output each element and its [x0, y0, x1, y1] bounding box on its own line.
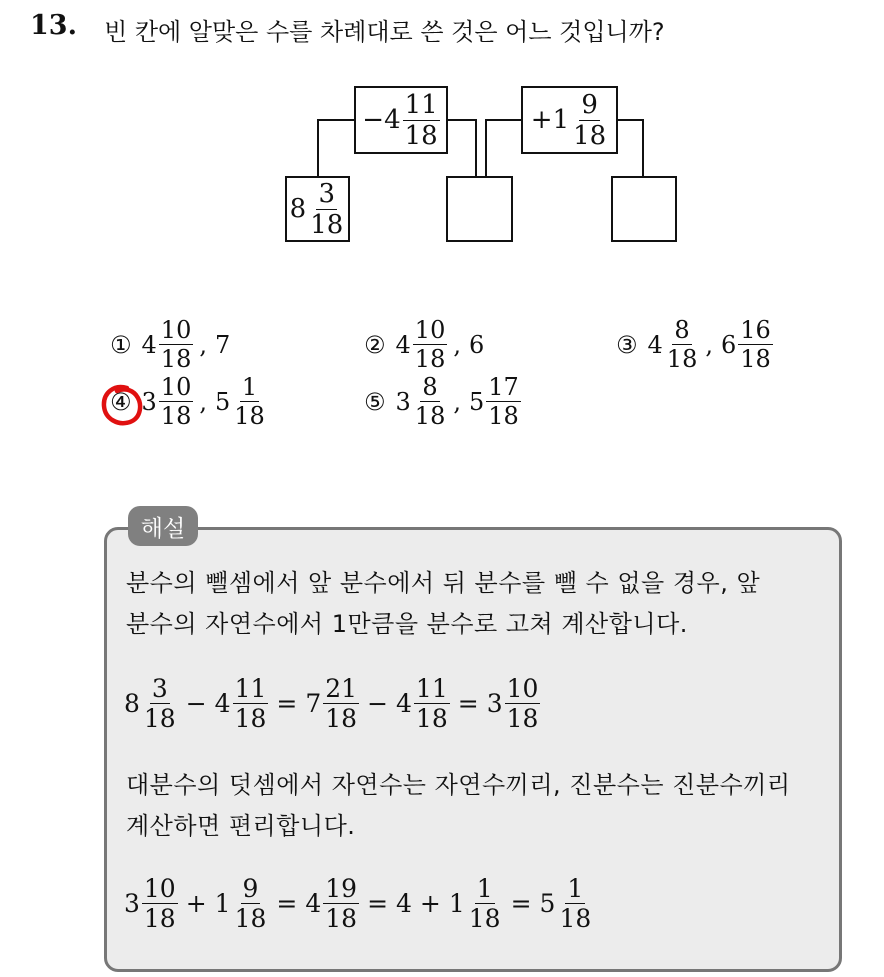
explanation-tag: 해설: [128, 506, 198, 546]
eq2-equals-1: =: [276, 889, 298, 918]
eq1-t4-numerator: 11: [415, 674, 448, 703]
equation-subtraction: [124, 676, 540, 731]
choice-3-marker: ③: [616, 330, 638, 359]
choice-2-marker: ②: [364, 330, 386, 359]
eq2-t2-denominator: 18: [234, 904, 267, 933]
start-numerator: 3: [318, 178, 336, 209]
explanation-para1-line1: 분수의 뺄셈에서 앞 분수에서 뒤 분수를 뺄 수 없을 경우, 앞: [126, 569, 761, 597]
choice-5-separator: ,: [453, 387, 461, 416]
choice-2-a-numerator: 10: [414, 316, 446, 344]
eq2-t1-numerator: 10: [143, 874, 176, 903]
eq2-t4: 4: [396, 889, 412, 918]
choice-4-b-whole: 5: [214, 387, 231, 416]
eq2-plus-1: +: [185, 889, 207, 918]
op1-numerator: 11: [404, 89, 438, 120]
eq2-t6-whole: 5: [539, 889, 556, 918]
op1-denominator: 18: [404, 120, 438, 151]
eq2-t1-whole: 3: [124, 889, 140, 918]
start-value-box: [285, 176, 350, 242]
choice-4-marker: ④: [110, 387, 132, 416]
start-whole: 8: [289, 194, 307, 224]
choice-5-b-numerator: 17: [488, 373, 519, 401]
eq2-equals-3: =: [510, 889, 532, 918]
operation-box-subtract: [354, 86, 448, 154]
eq1-t3-numerator: 21: [325, 674, 358, 703]
answer-circle-mark: [96, 380, 152, 430]
blank-box-1: [446, 176, 513, 242]
eq1-t1-numerator: 3: [151, 674, 168, 703]
choice-5-a-denominator: 18: [414, 402, 446, 430]
eq1-t5-numerator: 10: [506, 674, 539, 703]
op2-numerator: 9: [581, 89, 598, 120]
eq1-equals-2: =: [457, 689, 479, 718]
explanation-para2-line1: 대분수의 덧셈에서 자연수는 자연수끼리, 진분수는 진분수끼리: [126, 771, 791, 799]
question-number: 13.: [30, 10, 77, 41]
choice-5-b-denominator: 18: [488, 402, 519, 430]
choice-4-b-denominator: 18: [234, 402, 265, 430]
op1-mixed-number: [384, 89, 440, 151]
eq1-t1-whole: 8: [124, 689, 140, 718]
choice-2-a-whole: 4: [395, 330, 411, 359]
choice-4-a-numerator: 10: [160, 373, 192, 401]
choice-1-a-denominator: 18: [160, 345, 192, 373]
choice-3-b-numerator: 16: [740, 316, 771, 344]
start-denominator: 18: [310, 209, 344, 240]
op1-sign: −: [362, 105, 385, 135]
choice-3-separator: ,: [705, 330, 713, 359]
op2-mixed-number: [552, 89, 609, 151]
eq2-t5-denominator: 18: [468, 904, 501, 933]
choice-2-separator: ,: [453, 330, 461, 359]
eq2-equals-2: =: [367, 889, 389, 918]
choice-3-b-denominator: 18: [740, 345, 771, 373]
connector-blank1-to-op2: [486, 120, 522, 178]
explanation-para1-line2: 분수의 자연수에서 1만큼을 분수로 고쳐 계산합니다.: [126, 610, 688, 638]
choice-3-a-denominator: 18: [666, 345, 698, 373]
eq1-equals-1: =: [276, 689, 298, 718]
choice-3-a-whole: 4: [647, 330, 663, 359]
choice-3-b-whole: 6: [720, 330, 737, 359]
connector-op2-to-blank2: [616, 120, 643, 178]
explanation-para2-line2: 계산하면 편리합니다.: [126, 812, 356, 840]
eq2-t5-whole: 1: [448, 889, 465, 918]
choice-4-separator: ,: [199, 387, 207, 416]
choice-2-b-whole: 6: [468, 330, 485, 359]
choice-1-b-whole: 7: [214, 330, 231, 359]
eq2-t3-whole: 4: [305, 889, 322, 918]
connector-op1-to-blank1: [446, 120, 476, 178]
choice-5-marker: ⑤: [364, 387, 386, 416]
operation-box-add: [521, 86, 618, 154]
blank-box-2: [611, 176, 677, 242]
question-text: 빈 칸에 알맞은 수를 차례대로 쓴 것은 어느 것입니까?: [104, 18, 665, 46]
choice-4-b-numerator: 1: [241, 373, 258, 401]
eq2-t5-numerator: 1: [476, 874, 493, 903]
choice-1-a-numerator: 10: [160, 316, 192, 344]
choice-2[interactable]: [364, 318, 484, 371]
choice-5[interactable]: [364, 375, 521, 428]
op2-sign: +: [530, 105, 553, 135]
choice-4-a-whole: 3: [141, 387, 157, 416]
connector-start-to-op1: [318, 120, 356, 178]
op2-whole: 1: [552, 105, 570, 135]
eq1-t3-whole: 7: [305, 689, 322, 718]
eq2-t1-denominator: 18: [143, 904, 176, 933]
eq1-t2-denominator: 18: [234, 704, 267, 733]
eq2-t2-whole: 1: [214, 889, 231, 918]
choice-1-a-whole: 4: [141, 330, 157, 359]
choice-3-a-numerator: 8: [674, 316, 690, 344]
choice-5-b-whole: 5: [468, 387, 485, 416]
choice-4-a-denominator: 18: [160, 402, 192, 430]
eq1-t4-denominator: 18: [415, 704, 448, 733]
eq2-t3-denominator: 18: [325, 904, 358, 933]
eq1-t5-whole: 3: [486, 689, 503, 718]
eq1-t2-numerator: 11: [234, 674, 267, 703]
choice-5-a-numerator: 8: [422, 373, 438, 401]
eq1-t3-denominator: 18: [325, 704, 358, 733]
choice-1-marker: ①: [110, 330, 132, 359]
eq1-t4-whole: 4: [396, 689, 412, 718]
eq1-t5-denominator: 18: [506, 704, 539, 733]
choice-1-separator: ,: [199, 330, 207, 359]
eq2-plus-2: +: [419, 889, 441, 918]
op2-denominator: 18: [573, 120, 607, 151]
choice-2-a-denominator: 18: [414, 345, 446, 373]
eq1-minus-2: −: [367, 689, 389, 718]
eq1-t1-denominator: 18: [143, 704, 176, 733]
eq1-t2-whole: 4: [214, 689, 231, 718]
eq2-t6-denominator: 18: [559, 904, 592, 933]
choice-3[interactable]: [616, 318, 773, 371]
eq2-t6-numerator: 1: [567, 874, 584, 903]
op1-whole: 4: [384, 105, 401, 135]
choice-1[interactable]: [110, 318, 230, 371]
eq2-t3-numerator: 19: [325, 874, 358, 903]
start-mixed-number: [289, 178, 346, 240]
choice-5-a-whole: 3: [395, 387, 411, 416]
eq1-minus-1: −: [185, 689, 207, 718]
equation-addition: [124, 876, 593, 931]
eq2-t2-numerator: 9: [242, 874, 259, 903]
